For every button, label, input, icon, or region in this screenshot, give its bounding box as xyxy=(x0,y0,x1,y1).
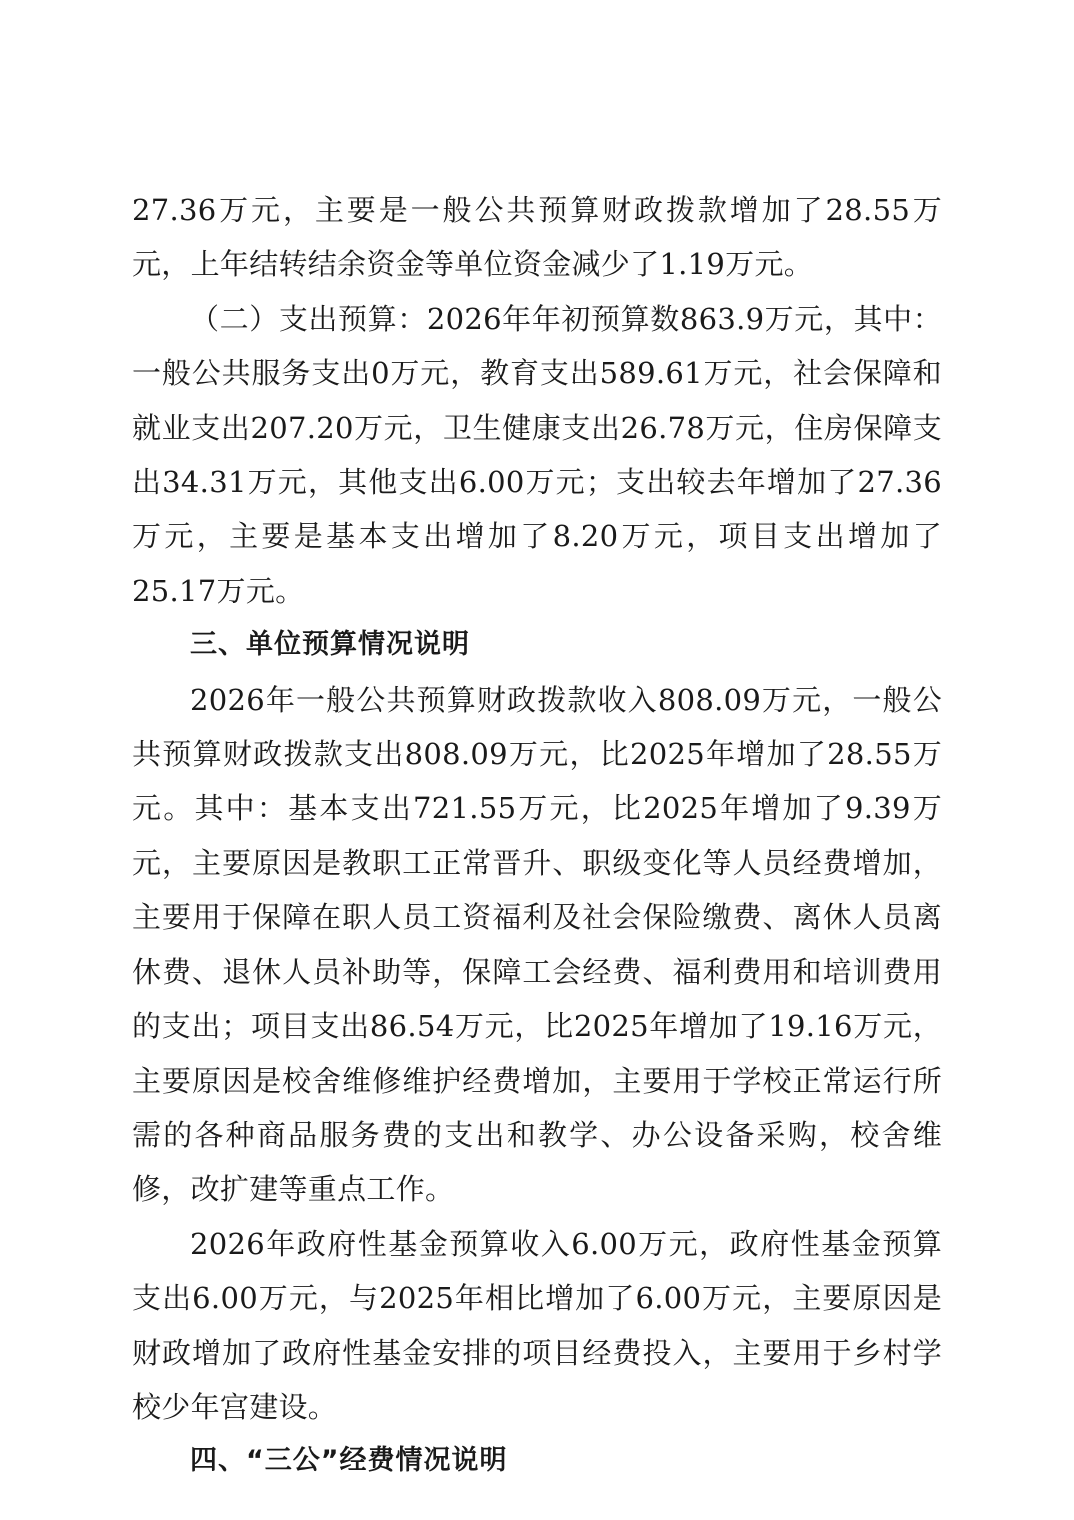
paragraph-government-fund-budget: 2026年政府性基金预算收入6.00万元，政府性基金预算支出6.00万元，与2025年相比增加了6.00万元，主要原因是财政增加了政府性基金安排的项目经费投入，主要用于乡村学校少年宫建设。 xyxy=(132,1226,942,1424)
paragraph-income-change: 27.36万元，主要是一般公共预算财政拨款增加了28.55万元，上年结转结余资金等单位资金减少了1.19万元。 xyxy=(132,193,942,282)
section-heading-three-public-expenses: 四、“三公”经费情况说明 xyxy=(190,1445,508,1477)
paragraph-general-public-budget: 2026年一般公共预算财政拨款收入808.09万元，一般公共预算财政拨款支出808.09万元，比2025年增加了28.55万元。其中：基本支出721.55万元，比2025年增加了9.39万元，主要原因是教职工正常晋升、职级变化等人员经费增加，主要用于保障在职人员工资福利及社会保险缴费、离休人员离休费、退休人员补助等，保障工会经费、福利费用和培训费用的支出；项目支出86.54万元，比2025年增加了19.16万元，主要原因是校舍维修维护经费增加，主要用于学校正常运行所需的各种商品服务费的支出和教学、办公设备采购，校舍维修，改扩建等重点工作。 xyxy=(132,682,942,1207)
paragraph-expenditure-budget: （二）支出预算：2026年年初预算数863.9万元，其中：一般公共服务支出0万元，教育支出589.61万元，社会保障和就业支出207.20万元，卫生健康支出26.78万元，住房保障支出34.31万元，其他支出6.00万元；支出较去年增加了27.36万元，主要是基本支出增加了8.20万元，项目支出增加了25.17万元。 xyxy=(132,301,942,608)
document-body xyxy=(132,183,942,1489)
section-heading-unit-budget: 三、单位预算情况说明 xyxy=(190,629,470,661)
